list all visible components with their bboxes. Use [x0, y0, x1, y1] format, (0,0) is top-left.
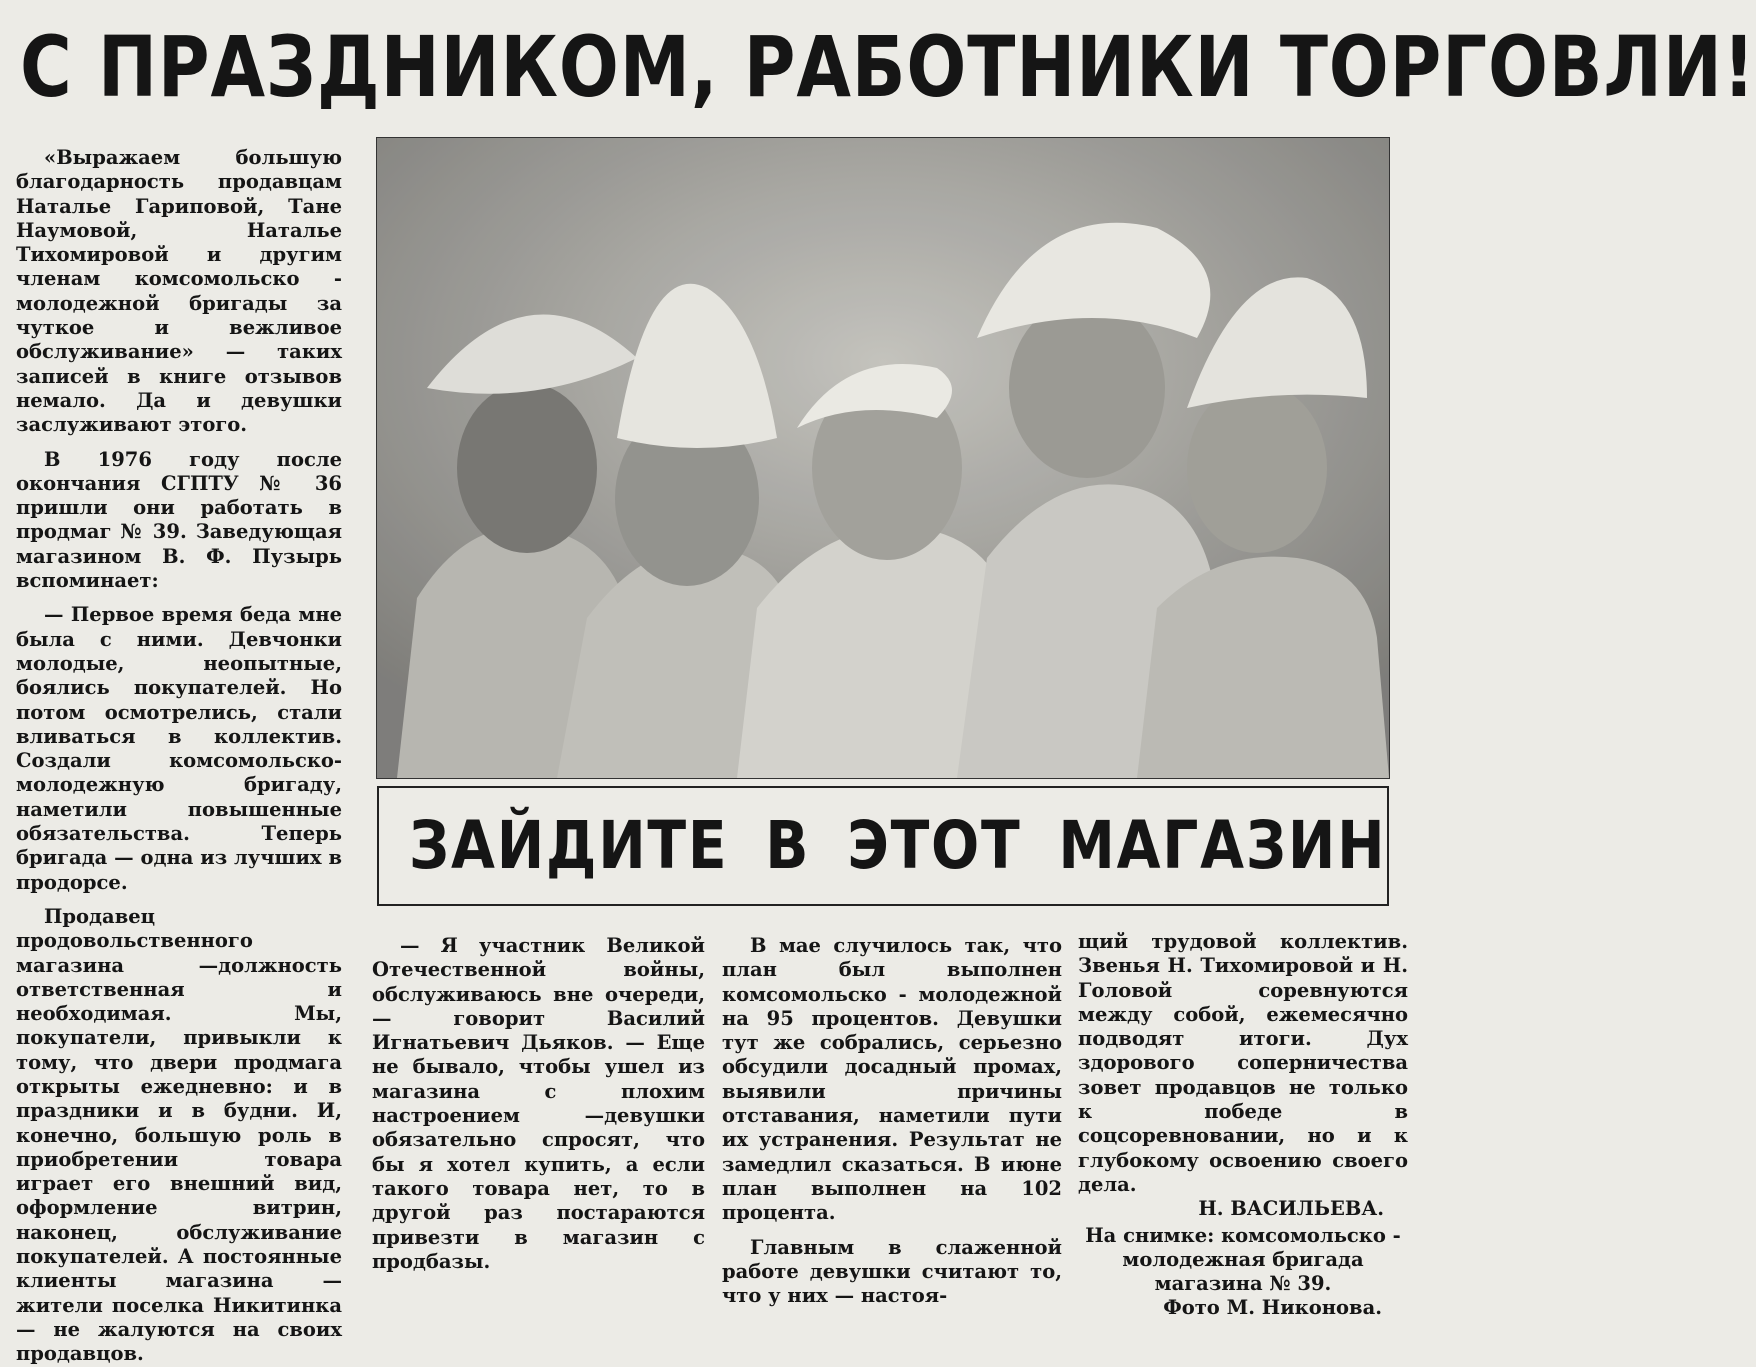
photo-credit: Фото М. Никонова.	[1163, 1296, 1382, 1320]
paragraph: Продавец продовольственного магазина —должность ответственная и необходимая. Мы, покупатели, привыкли к тому, что двери продмага открыты ежедневно: и в праздники и в будни. И, конечно, большую роль в приобретении товара играет его внешний вид, оформление витрин, наконец, обслуживание покупателей. А постоянные клиенты магазина — жители поселка Никитинка — не жалуются на своих продавцов.	[16, 904, 342, 1366]
subhead-text: ЗАЙДИТЕ В ЭТОТ МАГАЗИН	[409, 807, 1387, 884]
brigade-photo	[376, 137, 1390, 779]
photo-illustration	[377, 138, 1389, 778]
page-headline: С ПРАЗДНИКОМ, РАБОТНИКИ ТОРГОВЛИ!	[20, 18, 1756, 116]
paragraph: В 1976 году после окончания СГПТУ № 36 пришли они работать в продмаг № 39. Заведующая магазином В. Ф. Пузырь вспоминает:	[16, 447, 342, 593]
article-column-4	[1078, 930, 1408, 1321]
article-column-2	[372, 934, 705, 1274]
paragraph: Главным в слаженной работе девушки считают то, что у них — настоя-	[722, 1235, 1062, 1308]
author-signature: Н. ВАСИЛЬЕВА.	[1198, 1197, 1384, 1221]
article-column-3	[722, 934, 1062, 1308]
paragraph: щий трудовой коллектив. Звенья Н. Тихомировой и Н. Головой соревнуются между собой, ежемесячно подводят итоги. Дух здорового соперничества зовет продавцов не только к победе в соцсоревновании, но и к глубокому освоению своего дела.	[1078, 930, 1408, 1196]
paragraph: «Выражаем большую благодарность продавцам Наталье Гариповой, Тане Наумовой, Наталье Тихомировой и другим членам комсомольско - молодежной бригады за чуткое и вежливое обслуживание» — таких записей в книге отзывов немало. Да и девушки заслуживают этого.	[16, 146, 342, 437]
paragraph: — Я участник Великой Отечественной войны, обслуживаюсь вне очереди, — говорит Василий Игнатьевич Дьяков. — Еще не бывало, чтобы ушел из магазина с плохим настроением —девушки обязательно спросят, что бы я хотел купить, а если такого товара нет, то в другой раз постараются привезти в магазин с продбазы.	[372, 934, 705, 1273]
paragraph: — Первое время беда мне была с ними. Девчонки молодые, неопытные, боялись покупателей. Но потом осмотрелись, стали вливаться в коллектив. Создали комсомольско-молодежную бригаду, наметили повышенные обязательства. Теперь бригада — одна из лучших в продорсе.	[16, 603, 342, 894]
article-column-1	[16, 146, 342, 1367]
paragraph: В мае случилось так, что план был выполнен комсомольско - молодежной на 95 процентов. Девушки тут же собрались, серьезно обсудили досадный промах, выявили причины отставания, наметили пути их устранения. Результат не замедлил сказаться. В июне план выполнен на 102 процента.	[722, 934, 1062, 1225]
section-subhead	[377, 786, 1389, 906]
photo-caption: На снимке: комсомольско - молодежная бригада магазина № 39.	[1085, 1223, 1401, 1296]
